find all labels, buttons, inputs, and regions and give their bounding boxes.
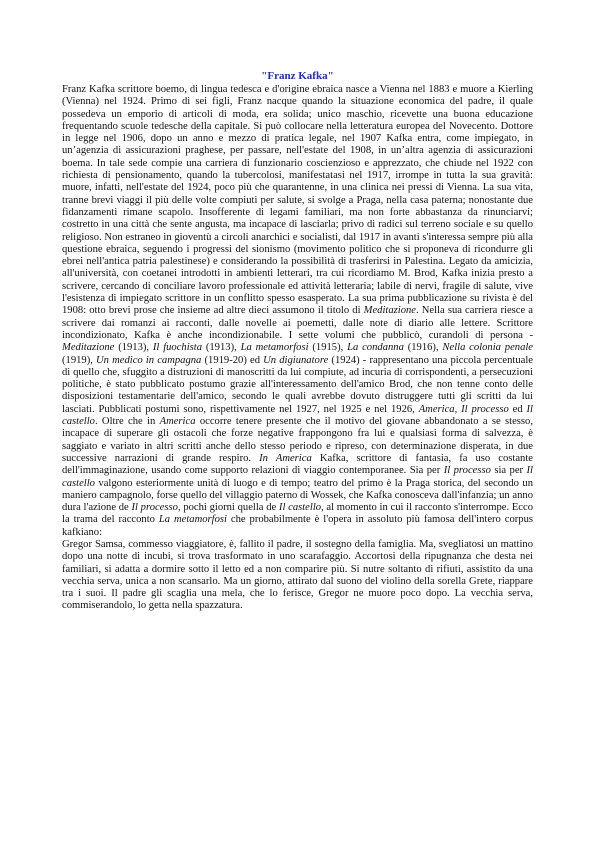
italic-title-run: In America [259, 452, 312, 464]
italic-title-run: Il fuochista [152, 342, 203, 354]
text-run: , pochi giorni quella de [177, 502, 279, 514]
text-run: Franz Kafka scrittore boemo, di lingua tedesca e d'origine ebraica nasce a Vienna nel 1883 e muore a Kierling (Vienna) nel 1924. Primo di sei figli, Franz nacque quando la situazione economica del padre, il quale possedeva un emporio di articoli di moda, era solida; unico maschio, ricevette una buona educazione frequentando scuole tedesche della capitale. Si può collocare nella letteratura europea del Novecento. Dottore in legge nel 1906, dopo un anno e mezzo di pratica legale, nel 1907 Kafka entra, come impiegato, in un’agenzia di assicurazioni praghese, per passare, nell'estate del 1908, in un’altra agenzia di assicurazioni boema. In tale sede compie una carriera di funzionario coscienzioso e apprezzato, che chiude nel 1922 con richiesta di pensionamento, quando la tubercolosi, manifestatasi nel 1917, irrompe in tutta la sua gravità: muore, infatti, nell'estate del 1924, poco più che quarantenne, in una clinica nei pressi di Vienna. La sua vita, tranne brevi viaggi il più delle volte compiuti per salute, si svolge a Praga, nella casa paterna; nonostante due fidanzamenti rimane scapolo. Insofferente di legami familiari, ma non forte abbastanza da rinunciarvi; costretto in una città che sente angusta, ma incapace di lasciarla; privo di radici sul terreno sociale e su quello religioso. Non estraneo in gioventù a circoli anarchici e socialisti, dal 1917 in avanti s'interessa sempre più alla questione ebraica, seguendo i progressi del sionismo (movimento politico che si proponeva di ricondurre gli ebrei nell'antica patria palestinese) e considerando la possibilità di trasferirsi in Palestina. Legato da amicizia, all'università, con coetanei introdotti in ambienti letterari, tra cui ricordiamo M. Brod, Kafka inizia presto a scrivere, cercando di conciliare lavoro professionale ed attività letteraria; labile di nervi, fragile di salute, vive l'esistenza di impiegato scrittore in un conflitto spesso esasperato. La sua prima pubblicazione su rivista è del 1908: otto brevi prose che insieme ad altre dieci assumono il titolo di [62, 84, 533, 317]
text-run: . Oltre che in [94, 416, 160, 428]
document-page [62, 70, 533, 613]
italic-title-run: Un medico in campagna [96, 354, 202, 366]
italic-title-run: Il processo [131, 502, 178, 514]
text-run: . Nella sua carriera riesce a scrivere dai romanzi ai racconti, dalle novelle ai poemetti, dalle note di diario alle lettere. Scrittore incondizionato, Kafka è anche incondizionabile. I sette volumi che pubblicò, curandoli di persona - [62, 305, 533, 341]
text-run: sia per [490, 465, 527, 477]
italic-title-run: Meditazione [62, 342, 115, 354]
document-title: "Franz Kafka" [261, 70, 334, 82]
text-run: , [454, 403, 462, 415]
text-run: (1915), [308, 342, 348, 354]
italic-title-run: Nella colonia penale [442, 342, 534, 354]
text-run: Kafka, scrittore di fantasia, fa uso costante dell'immaginazione, usando come supporto relazioni di viaggio contemporanee. Sia per [62, 452, 534, 477]
text-run: valgono esteriormente unità di luogo e di tempo; teatro del primo è la Praga storica, del secondo un maniero campagnolo, forse quello del villaggio paterno di Wossek, che Kafka conosceva dall'infanzia; un anno dura l'azione de [62, 477, 533, 514]
text-run: (1919-20) ed [201, 354, 264, 366]
italic-title-run: Il processo [461, 403, 509, 415]
italic-title-run: Un digiunatore [263, 354, 329, 366]
text-run: Gregor Samsa, commesso viaggiatore, è, fallito il padre, il sostegno della famiglia. Ma, svegliatosi un mattino dopo una notte di incubi, si trova trasformato in uno scarafaggio. Accortosi della ripugnanza che desta nei familiari, si adatta a dormire sotto il letto ed a non comparire più. Si nutre soltanto di rifiuti, assistito da una vecchia serva, unica a non scansarlo. Ma un giorno, attirato dal suono del violino della sorella Grete, riappare tra i suoi. Il padre gli scaglia una mela, che lo ferisce, Gregor ne muore poco dopo. La vecchia serva, commiserandolo, lo getta nella spazzatura. [62, 538, 533, 612]
paragraph-biography [62, 84, 533, 539]
paragraph-plot-summary [62, 539, 533, 613]
italic-title-run: La metamorfosi [240, 342, 309, 354]
italic-title-run: Il castello [62, 465, 533, 489]
text-run: (1924) - rappresentano una piccola percentuale di quello che, sfuggito a distruzioni di manoscritti da lui compiute, ad incuria di corrispondenti, a persecuzioni politiche, è stato pubblicato postumo grazie all'interessamento dell'amico Brod, che non tenne conto delle disposizioni testamentarie dell'amico, secondo le quali avrebbe dovuto distruggere tutti gli scritti da lui lasciati. Pubblicati postumi sono, rispettivamente nel 1927, nel 1925 e nel 1926, [62, 354, 533, 415]
italic-title-run: Meditazione [363, 305, 417, 317]
text-run: , al momento in cui il racconto s'interrompe. Ecco la trama del racconto [62, 502, 533, 526]
text-run: (1913), [202, 342, 241, 354]
text-run: che probabilmente è l'opera in assoluto più famosa dell'intero corpus kafkiano: [62, 514, 534, 538]
text-run: occorre tenere presente che il motivo del giovane abbandonato a se stesso, incapace di superare gli ostacoli che forze negative frappongono fra lui e qualsiasi forma di salvezza, è saggiato e variato in altri scritti anche dello stesso periodo e ripreso, con determinazione disperata, in due successive narrazioni di grande respiro. [62, 416, 533, 464]
text-run: (1919), [62, 354, 97, 366]
text-run: (1913), [114, 342, 153, 354]
italic-title-run: America [418, 403, 455, 415]
text-run: ed [508, 403, 527, 415]
italic-title-run: Il castello [278, 502, 322, 514]
italic-title-run: La condanna [347, 342, 404, 354]
italic-title-run: Il processo [443, 465, 491, 477]
text-run: (1916), [403, 342, 443, 354]
italic-title-run: America [159, 416, 196, 428]
italic-title-run: La metamorfosi [158, 514, 227, 526]
italic-title-run: Il castello [62, 403, 533, 428]
